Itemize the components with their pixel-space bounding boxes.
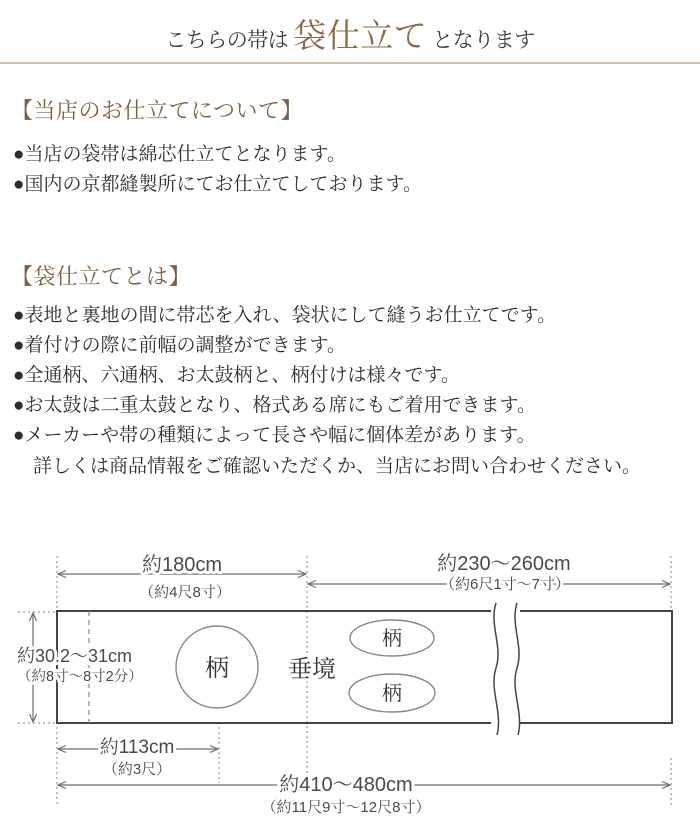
section-heading-fukuro-jitate: 【袋仕立てとは】: [11, 264, 192, 289]
tare-boundary-label: 垂境: [288, 656, 336, 683]
pattern-ellipse-lower: [349, 674, 435, 712]
bullet-front-width: ●着付けの際に前幅の調整ができます。: [13, 335, 346, 356]
title-prefix: こちらの帯は: [165, 28, 289, 52]
pattern-ellipse-lower-label: 柄: [382, 683, 402, 705]
dim-drum-cm: 約230〜260cm: [437, 553, 571, 575]
break-mark: [491, 602, 520, 736]
bullet-kyoto-sewing: ●国内の京都縫製所にてお仕立てしております。: [13, 174, 422, 195]
section-heading-shop-tailoring: 【当店のお仕立てについて】: [11, 98, 304, 123]
bullet-double-drum: ●お太鼓は二重太鼓となり、格式ある席にもご着用できます。: [13, 395, 536, 416]
bullet-note-contact: 詳しくは商品情報をご確認いただくか、当店にお問い合わせください。: [33, 456, 642, 477]
dim-width-shaku: （約8寸〜8寸2分）: [17, 669, 143, 685]
bullet-bag-sewing: ●表地と裏地の間に帯芯を入れ、袋状にして縫うお仕立てです。: [13, 305, 557, 326]
title-divider: [0, 62, 700, 64]
pattern-circle: [176, 626, 258, 708]
dim-total-shaku: （約11尺9寸〜12尺8寸）: [261, 799, 431, 816]
dim-front-section: [58, 553, 306, 601]
bullet-cotton-core: ●当店の袋帯は綿芯仕立てとなります。: [13, 144, 346, 165]
dim-plain-shaku: （約3尺）: [102, 761, 172, 778]
dim-front-shaku: （約4尺8寸）: [139, 584, 231, 601]
pattern-ellipse-upper: [350, 620, 434, 656]
dim-plain-end: [58, 736, 218, 778]
dim-total-cm: 約410〜480cm: [279, 774, 413, 796]
title-accent: 袋仕立て: [293, 19, 428, 55]
obi-rectangle: [57, 611, 672, 723]
pattern-circle-label: 柄: [205, 655, 229, 682]
title-suffix: となります: [432, 28, 535, 52]
page-title: [0, 10, 700, 57]
pattern-ellipse-upper-label: 柄: [382, 628, 402, 650]
dim-plain-cm: 約113cm: [99, 737, 175, 758]
obi-dimension-diagram: [0, 540, 700, 840]
bullet-pattern-types: ●全通柄、六通柄、お太鼓柄と、柄付けは様々です。: [13, 365, 460, 386]
obi-body: [57, 611, 672, 723]
dim-width: [17, 613, 143, 722]
dim-drum-shaku: （約6尺1寸〜7寸）: [439, 576, 571, 593]
dim-width-cm: 約30.2〜31cm: [17, 646, 133, 666]
bullet-size-variation: ●メーカーや帯の種類によって長さや幅に個体差があります。: [13, 425, 536, 446]
dim-total-length: [58, 773, 670, 816]
dim-drum-section: [308, 552, 670, 593]
dim-front-cm: 約180cm: [141, 554, 223, 576]
